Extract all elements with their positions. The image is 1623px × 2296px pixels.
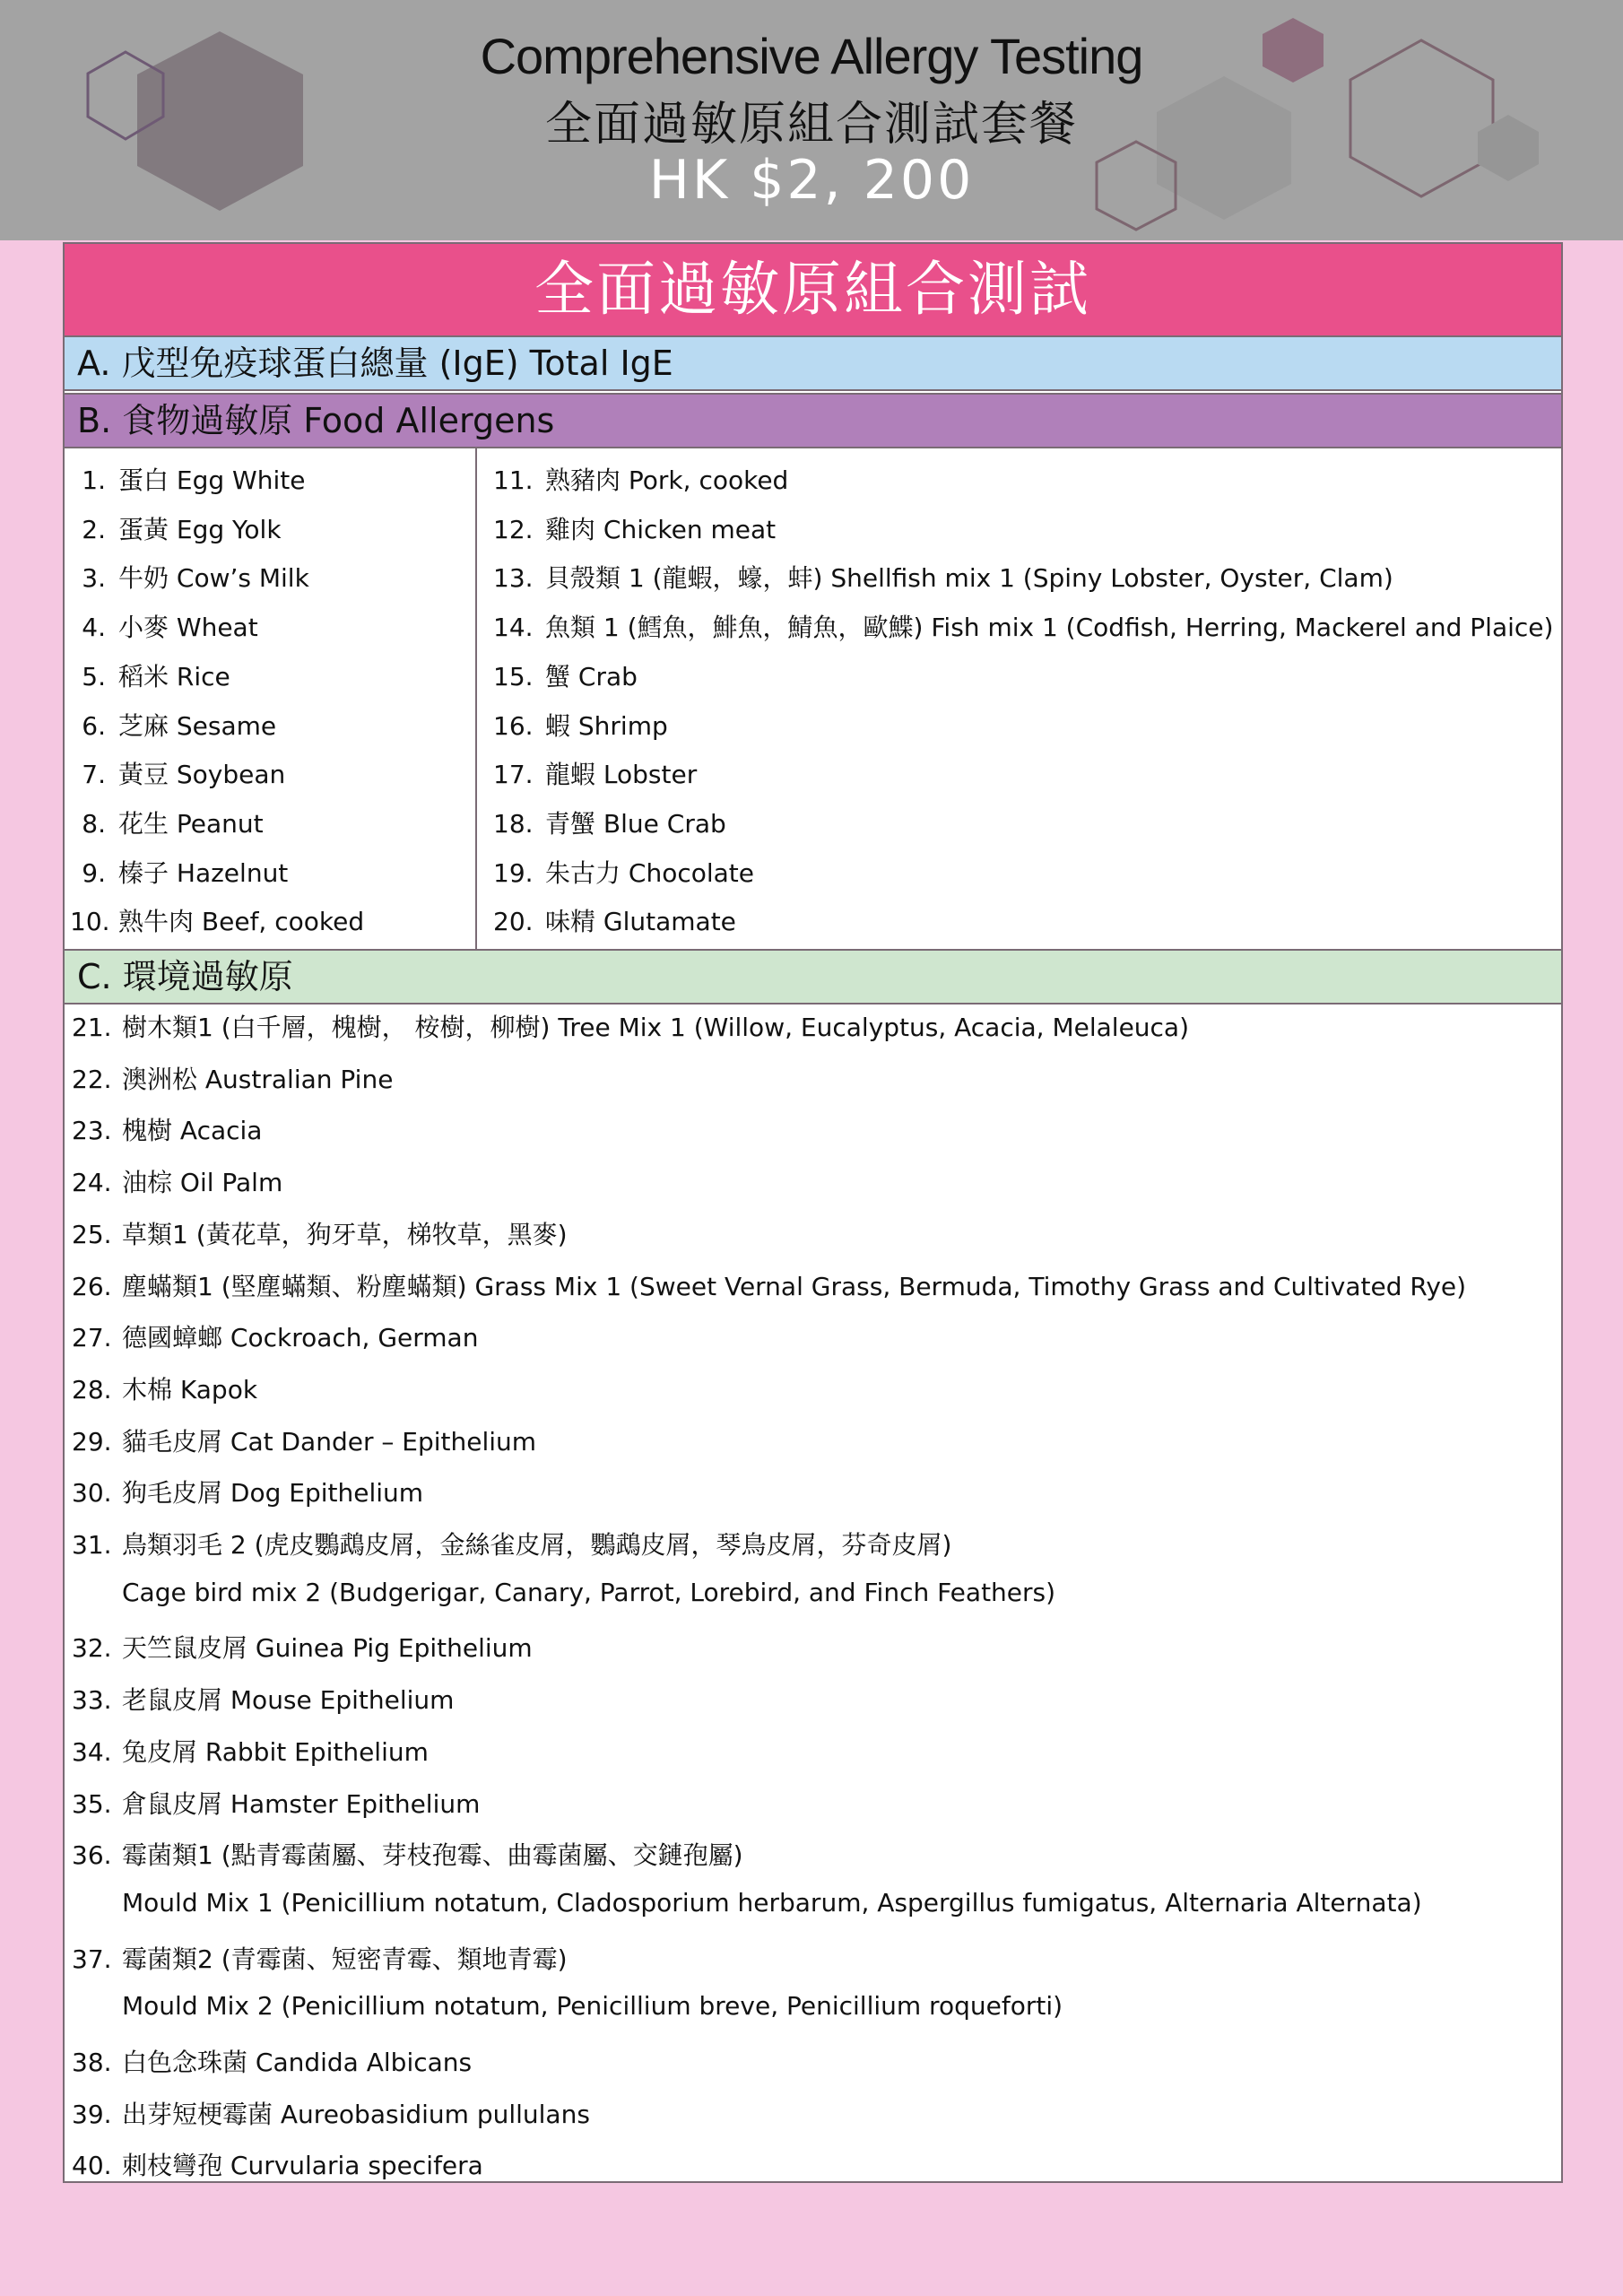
item-text: 黃豆 Soybean <box>118 760 286 790</box>
item-text: 德國蟑螂 Cockroach, German <box>122 1323 479 1353</box>
item-text: 貓毛皮屑 Cat Dander – Epithelium <box>122 1426 537 1457</box>
item-text: 白色念珠菌 Candida Albicans <box>122 2048 473 2077</box>
item-number: 38. <box>72 2048 112 2077</box>
item-number: 24. <box>72 1168 112 1198</box>
item-number: 2. <box>82 514 106 544</box>
list-item <box>72 1940 568 1976</box>
item-number: 16. <box>493 710 534 741</box>
item-number: 13. <box>493 563 534 594</box>
item-number: 28. <box>72 1374 112 1405</box>
item-number: 4. <box>82 613 106 643</box>
item-text: 霉菌類1 (點青霉菌屬、芽枝孢霉、曲霉菌屬、交鏈孢屬) <box>122 1840 743 1871</box>
list-item <box>72 1163 282 1199</box>
list-item <box>70 804 264 840</box>
list-item <box>70 461 305 497</box>
item-text: 塵蟎類1 (堅塵蟎類、粉塵蟎類) Grass Mix 1 (Sweet Vernal Grass, Bermuda, Timothy Grass and Cultivated Rye) <box>122 1271 1467 1301</box>
item-number: 6. <box>82 710 106 741</box>
list-item <box>72 1111 262 1147</box>
item-number: 39. <box>72 2099 112 2129</box>
item-text: 油棕 Oil Palm <box>122 1168 283 1198</box>
item-text: 味精 Glutamate <box>545 907 736 937</box>
item-number: 1. <box>82 465 106 495</box>
item-number: 23. <box>72 1116 112 1146</box>
list-item <box>493 657 638 693</box>
section-b-header: B. 食物過敏原 Food Allergens <box>65 393 1561 448</box>
item-number: 10. <box>70 907 110 937</box>
item-number: 14. <box>493 613 534 643</box>
item-text: 槐樹 Acacia <box>122 1116 263 1146</box>
list-item <box>493 854 754 890</box>
list-item <box>72 1526 951 1561</box>
item-text: 倉鼠皮屑 Hamster Epithelium <box>122 1788 481 1819</box>
item-text: 牛奶 Cow’s Milk <box>118 563 309 594</box>
item-text: 老鼠皮屑 Mouse Epithelium <box>122 1685 455 1716</box>
list-item <box>72 1318 478 1354</box>
list-item <box>70 657 230 693</box>
list-item <box>493 755 697 791</box>
test-list-panel <box>63 242 1563 2183</box>
item-number: 32. <box>72 1633 112 1664</box>
list-item <box>72 1422 536 1458</box>
list-item <box>72 1681 454 1717</box>
item-text: Cage bird mix 2 (Budgerigar, Canary, Parrot, Lorebird, and Finch Feathers) <box>122 1577 1056 1607</box>
food-allergen-grid <box>65 448 1561 949</box>
item-text: 蛋黃 Egg Yolk <box>118 514 282 544</box>
item-text: 青蟹 Blue Crab <box>545 808 726 839</box>
item-text: 蝦 Shrimp <box>545 710 668 741</box>
page-header <box>0 0 1623 240</box>
list-item <box>70 707 276 743</box>
list-item <box>493 461 788 497</box>
title-chinese: 全面過敏原組合測試套餐 <box>544 98 1078 152</box>
item-number: 15. <box>493 661 534 691</box>
list-item <box>70 902 364 938</box>
item-number: 20. <box>493 907 534 937</box>
item-text: 熟牛肉 Beef, cooked <box>118 907 365 937</box>
list-item <box>70 608 258 644</box>
item-number: 5. <box>82 661 106 691</box>
item-number: 3. <box>82 563 106 594</box>
list-item <box>72 2146 483 2182</box>
list-item <box>72 1370 257 1406</box>
list-item <box>72 1267 1466 1303</box>
list-item <box>72 2095 590 2131</box>
item-number: 29. <box>72 1426 112 1457</box>
item-text: 花生 Peanut <box>118 808 264 839</box>
item-text: 熟豬肉 Pork, cooked <box>545 465 789 495</box>
item-text: 稻米 Rice <box>118 661 230 691</box>
item-number: 7. <box>82 760 106 790</box>
item-text: 蟹 Crab <box>545 661 638 691</box>
item-number: 34. <box>72 1736 112 1767</box>
list-item <box>70 755 285 791</box>
item-number: 31. <box>72 1530 112 1560</box>
price-label: HK $2, 200 <box>648 149 975 212</box>
item-text: 出芽短梗霉菌 Aureobasidium pullulans <box>122 2099 590 2129</box>
section-c-header: C. 環境過敏原 <box>65 949 1561 1004</box>
list-item <box>72 1629 533 1665</box>
item-number: 36. <box>72 1840 112 1871</box>
list-item <box>493 707 668 743</box>
item-number: 40. <box>72 2151 112 2181</box>
item-text: Mould Mix 1 (Penicillium notatum, Cladosporium herbarum, Aspergillus fumigatus, Alternaria Alternata) <box>122 1887 1422 1918</box>
item-number: 21. <box>72 1013 112 1042</box>
item-number: 35. <box>72 1788 112 1819</box>
item-text: 澳洲松 Australian Pine <box>122 1064 394 1094</box>
item-number: 33. <box>72 1685 112 1716</box>
list-item <box>493 559 1393 595</box>
item-number: 9. <box>82 857 106 888</box>
list-item <box>72 2043 472 2079</box>
item-text: 樹木類1 (白千層，槐樹， 桉樹，柳樹) Tree Mix 1 (Willow, Eucalyptus, Acacia, Melaleuca) <box>122 1013 1190 1042</box>
list-item <box>493 902 736 938</box>
list-item <box>493 510 776 546</box>
item-number: 8. <box>82 808 106 839</box>
list-item <box>72 1008 1189 1044</box>
list-item <box>70 510 282 546</box>
item-text: 木棉 Kapok <box>122 1374 258 1405</box>
item-number: 18. <box>493 808 534 839</box>
item-text: 小麥 Wheat <box>118 613 258 643</box>
list-item <box>70 559 309 595</box>
item-number: 19. <box>493 857 534 888</box>
item-number: 30. <box>72 1478 112 1509</box>
list-item <box>72 1578 1055 1607</box>
list-item <box>72 1785 480 1821</box>
item-text: Mould Mix 2 (Penicillium notatum, Penicillium breve, Penicillium roqueforti) <box>122 1991 1063 2022</box>
item-number: 37. <box>72 1944 112 1974</box>
item-number: 27. <box>72 1323 112 1353</box>
item-text: 雞肉 Chicken meat <box>545 514 777 544</box>
list-item <box>72 1733 429 1769</box>
item-text: 刺枝彎孢 Curvularia specifera <box>122 2151 483 2181</box>
item-text: 狗毛皮屑 Dog Epithelium <box>122 1478 424 1509</box>
item-number: 26. <box>72 1271 112 1301</box>
list-item <box>493 608 1553 644</box>
item-number: 12. <box>493 514 534 544</box>
item-text: 榛子 Hazelnut <box>118 857 289 888</box>
item-text: 天竺鼠皮屑 Guinea Pig Epithelium <box>122 1633 533 1664</box>
item-number: 22. <box>72 1064 112 1094</box>
list-item <box>72 1836 743 1872</box>
list-item <box>70 854 288 890</box>
list-item <box>72 1474 423 1509</box>
list-item <box>72 1215 568 1251</box>
title-english: Comprehensive Allergy Testing <box>480 28 1143 84</box>
item-text: 芝麻 Sesame <box>118 710 277 741</box>
item-text: 龍蝦 Lobster <box>545 760 698 790</box>
list-item <box>72 1991 1063 2021</box>
item-number: 25. <box>72 1219 112 1249</box>
item-text: 貝殼類 1 (龍蝦，蠔，蚌) Shellfish mix 1 (Spiny Lobster, Oyster, Clam) <box>545 563 1393 594</box>
item-number: 17. <box>493 760 534 790</box>
item-text: 兔皮屑 Rabbit Epithelium <box>122 1736 429 1767</box>
section-a-header: A. 戊型免疫球蛋白總量 (IgE) Total IgE <box>65 335 1561 391</box>
list-item <box>72 1888 1422 1918</box>
item-text: 魚類 1 (鱈魚，鯡魚，鯖魚，歐鰈) Fish mix 1 (Codfish, Herring, Mackerel and Plaice) <box>545 613 1554 643</box>
item-text: 草類1 (黃花草，狗牙草，梯牧草，黑麥) <box>122 1219 568 1249</box>
panel-banner: 全面過敏原組合測試 <box>65 244 1561 335</box>
item-text: 霉菌類2 (青霉菌、短密青霉、類地青霉) <box>122 1944 568 1974</box>
list-item <box>72 1060 393 1096</box>
list-item <box>493 804 726 840</box>
item-number: 11. <box>493 465 534 495</box>
item-text: 蛋白 Egg White <box>118 465 306 495</box>
column-divider <box>475 448 477 949</box>
item-text: 朱古力 Chocolate <box>545 857 754 888</box>
item-text: 鳥類羽毛 2 (虎皮鸚鵡皮屑，金絲雀皮屑，鸚鵡皮屑，琴鳥皮屑，芬奇皮屑) <box>122 1530 952 1560</box>
